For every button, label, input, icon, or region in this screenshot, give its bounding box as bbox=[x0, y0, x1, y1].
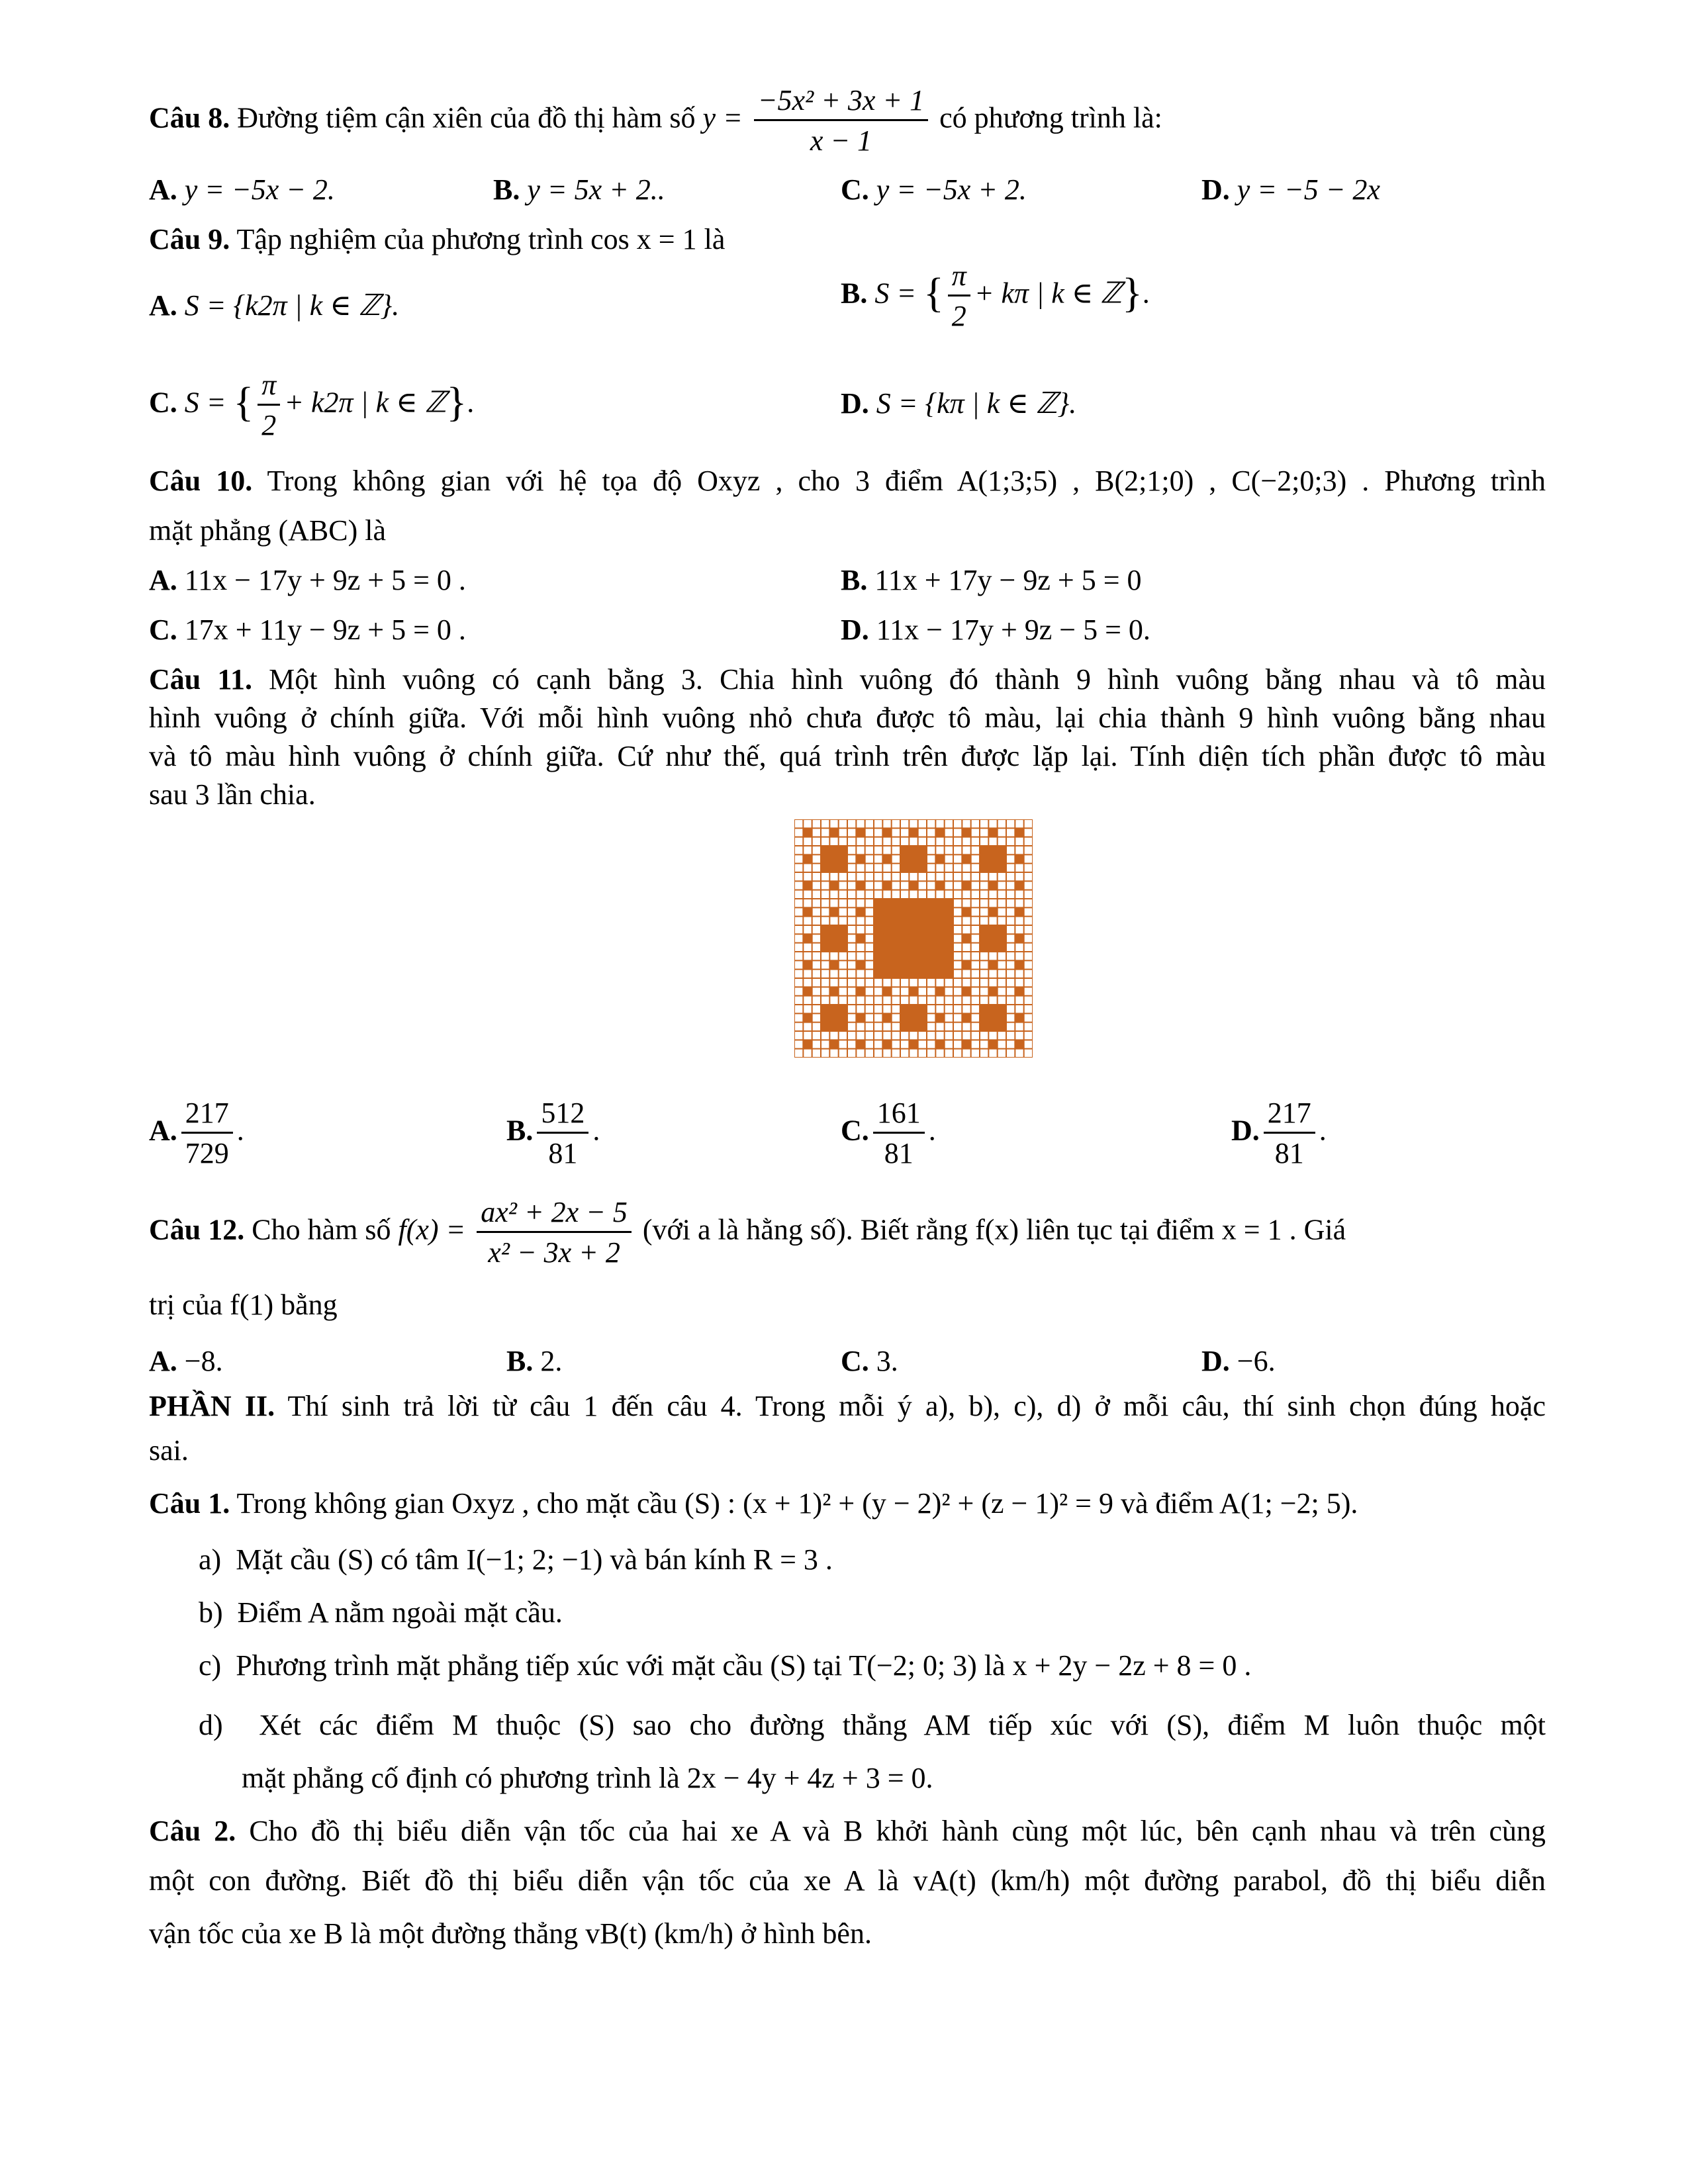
carpet-filled-square bbox=[803, 960, 812, 969]
q10-line1: Câu 10. Trong không gian với hệ tọa độ Oxyz , cho 3 điểm A(1;3;5) , B(2;1;0) , C(−2;0;3) . Phương trình bbox=[149, 465, 1546, 497]
q10-line2: mặt phẳng (ABC) là bbox=[149, 514, 387, 547]
carpet-filled-square bbox=[874, 899, 953, 978]
carpet-filled-square bbox=[803, 1013, 812, 1022]
carpet-filled-square bbox=[882, 828, 891, 837]
q11-line4: sau 3 lần chia. bbox=[149, 778, 316, 811]
p2q1-item-a[interactable]: a) Mặt cầu (S) có tâm I(−1; 2; −1) và bán kính R = 3 . bbox=[199, 1543, 833, 1576]
carpet-filled-square bbox=[962, 987, 970, 995]
carpet-filled-square bbox=[1015, 881, 1023, 889]
carpet-filled-square bbox=[882, 1013, 891, 1022]
carpet-filled-square bbox=[856, 934, 865, 942]
carpet-filled-square bbox=[935, 881, 944, 889]
carpet-filled-square bbox=[856, 881, 865, 889]
carpet-filled-square bbox=[1015, 960, 1023, 969]
carpet-filled-square bbox=[882, 1040, 891, 1048]
q8-fraction bbox=[754, 86, 928, 156]
q8-option-b[interactable]: B. y = 5x + 2.. bbox=[493, 173, 665, 206]
q11-option-b[interactable]: B. $\frac{512}{81}$ . bbox=[506, 1097, 600, 1169]
q8-line bbox=[149, 86, 1162, 156]
part2-line1: PHẦN II. Thí sinh trả lời từ câu 1 đến câu 4. Trong mỗi ý a), b), c), d) ở mỗi câu, thí sinh chọn đúng hoặc bbox=[149, 1390, 1546, 1422]
p2q1-item-d[interactable]: d) Xét các điểm M thuộc (S) sao cho đường thẳng AM tiếp xúc với (S), điểm M luôn thuộc một bbox=[199, 1709, 1546, 1741]
carpet-filled-square bbox=[980, 925, 1006, 952]
q8-denominator: x − 1 bbox=[810, 124, 872, 157]
carpet-filled-square bbox=[803, 1040, 812, 1048]
carpet-filled-square bbox=[980, 1005, 1006, 1031]
carpet-filled-square bbox=[856, 1040, 865, 1048]
q11-label: Câu 11. bbox=[149, 663, 252, 696]
q8-y-eq: y = bbox=[702, 101, 743, 134]
brace-close: } bbox=[1122, 269, 1143, 316]
carpet-filled-square bbox=[829, 907, 838, 916]
q9-option-b[interactable]: B. S = { $\frac{\pi}{2}$ + kπ | k ∈ ℤ}. bbox=[841, 259, 1150, 332]
carpet-filled-square bbox=[821, 925, 847, 952]
q12-fraction: $\frac{\text{ax² + 2x − 5}}{\text{x² − 3x + 2}}$ bbox=[477, 1198, 632, 1267]
carpet-filled-square bbox=[803, 907, 812, 916]
carpet-filled-square bbox=[988, 987, 997, 995]
q11-line2: hình vuông ở chính giữa. Với mỗi hình vuông nhỏ chưa được tô màu, lại chia thành 9 hình vuông bằng nhau bbox=[149, 702, 1546, 734]
q8-tail: có phương trình là: bbox=[939, 101, 1162, 134]
q11-line3: và tô màu hình vuông ở chính giữa. Cứ như thế, quá trình trên được lặp lại. Tính diện tích phần được tô màu bbox=[149, 740, 1546, 772]
carpet-filled-square bbox=[909, 1040, 917, 1048]
q8-numerator: −5x² + 3x + 1 bbox=[754, 86, 928, 121]
carpet-filled-square bbox=[856, 987, 865, 995]
q10-option-a[interactable]: A. 11x − 17y + 9z + 5 = 0 . bbox=[149, 564, 466, 596]
part2-line2: sai. bbox=[149, 1434, 189, 1467]
q12-option-a[interactable]: A. −8. bbox=[149, 1345, 223, 1377]
p2q1-item-b[interactable]: b) Điểm A nằm ngoài mặt cầu. bbox=[199, 1596, 563, 1629]
carpet-filled-square bbox=[962, 960, 970, 969]
carpet-filled-square bbox=[882, 987, 891, 995]
carpet-filled-square bbox=[1015, 854, 1023, 863]
carpet-filled-square bbox=[803, 934, 812, 942]
carpet-filled-square bbox=[935, 987, 944, 995]
carpet-filled-square bbox=[909, 881, 917, 889]
carpet-filled-square bbox=[882, 854, 891, 863]
q11-option-c[interactable]: C. $\frac{161}{81}$ . bbox=[841, 1097, 936, 1169]
q10-label: Câu 10. bbox=[149, 465, 253, 497]
p2q1-label: Câu 1. bbox=[149, 1487, 230, 1520]
carpet-filled-square bbox=[829, 881, 838, 889]
carpet-filled-square bbox=[962, 1040, 970, 1048]
carpet-filled-square bbox=[988, 828, 997, 837]
carpet-filled-square bbox=[980, 846, 1006, 872]
carpet-filled-square bbox=[856, 1013, 865, 1022]
p2q2-line2: một con đường. Biết đồ thị biểu diễn vận tốc của xe A là vA(t) (km/h) một đường parabol, đồ thị biểu diễn bbox=[149, 1864, 1546, 1897]
carpet-filled-square bbox=[856, 828, 865, 837]
q11-line1: Câu 11. Một hình vuông có cạnh bằng 3. Chia hình vuông đó thành 9 hình vuông bằng nhau và tô màu bbox=[149, 663, 1546, 696]
q12-option-b[interactable]: B. 2. bbox=[506, 1345, 563, 1377]
sierpinski-carpet-figure bbox=[794, 819, 1033, 1058]
carpet-filled-square bbox=[882, 881, 891, 889]
brace-open: { bbox=[923, 269, 944, 316]
q8-option-c[interactable]: C. y = −5x + 2. bbox=[841, 173, 1027, 206]
part2-label: PHẦN II. bbox=[149, 1390, 275, 1422]
carpet-filled-square bbox=[900, 1005, 927, 1031]
carpet-filled-square bbox=[1015, 907, 1023, 916]
carpet-filled-square bbox=[1015, 1040, 1023, 1048]
carpet-filled-square bbox=[1015, 1013, 1023, 1022]
q8-option-a[interactable]: A. y = −5x − 2. bbox=[149, 173, 335, 206]
carpet-filled-square bbox=[988, 907, 997, 916]
carpet-filled-square bbox=[1015, 828, 1023, 837]
q10-option-c[interactable]: C. 17x + 11y − 9z + 5 = 0 . bbox=[149, 614, 466, 646]
q11-option-d[interactable]: D. $\frac{217}{81}$ . bbox=[1231, 1097, 1327, 1169]
q12-option-d[interactable]: D. −6. bbox=[1201, 1345, 1276, 1377]
carpet-filled-square bbox=[829, 960, 838, 969]
carpet-filled-square bbox=[962, 907, 970, 916]
carpet-filled-square bbox=[803, 828, 812, 837]
q8-option-d[interactable]: D. y = −5 − 2x bbox=[1201, 173, 1380, 206]
q11-option-a[interactable]: A. $\frac{217}{729}$ . bbox=[149, 1097, 244, 1169]
carpet-filled-square bbox=[821, 1005, 847, 1031]
q8-label: Câu 8. bbox=[149, 101, 230, 134]
carpet-filled-square bbox=[935, 1013, 944, 1022]
carpet-filled-square bbox=[962, 881, 970, 889]
p2q1-item-d-cont: mặt phẳng cố định có phương trình là 2x − 4y + 4z + 3 = 0. bbox=[242, 1762, 933, 1794]
carpet-filled-square bbox=[856, 960, 865, 969]
carpet-filled-square bbox=[821, 846, 847, 872]
q9-option-c[interactable]: C. S = { $\frac{\pi}{2}$ + k2π | k ∈ ℤ}. bbox=[149, 369, 475, 441]
p2q2-line3: vận tốc của xe B là một đường thẳng vB(t) (km/h) ở hình bên. bbox=[149, 1917, 872, 1950]
carpet-filled-square bbox=[803, 854, 812, 863]
carpet-filled-square bbox=[962, 828, 970, 837]
carpet-filled-square bbox=[909, 987, 917, 995]
q12-line2: trị của f(1) bằng bbox=[149, 1289, 338, 1321]
q9-option-a[interactable]: A. S = {k2π | k ∈ ℤ}. bbox=[149, 289, 400, 322]
carpet-filled-square bbox=[935, 854, 944, 863]
carpet-filled-square bbox=[856, 854, 865, 863]
p2q2-label: Câu 2. bbox=[149, 1815, 236, 1847]
carpet-filled-square bbox=[988, 881, 997, 889]
q9-line bbox=[149, 225, 725, 254]
q12-label: Câu 12. bbox=[149, 1213, 245, 1246]
p2q1-item-c[interactable]: c) Phương trình mặt phẳng tiếp xúc với mặt cầu (S) tại T(−2; 0; 3) là x + 2y − 2z + 8 = 0 . bbox=[199, 1649, 1252, 1682]
carpet-filled-square bbox=[909, 828, 917, 837]
carpet-filled-square bbox=[829, 828, 838, 837]
brace-open: { bbox=[233, 378, 254, 426]
q9-label: Câu 9. bbox=[149, 223, 230, 255]
q9-option-d[interactable]: D. S = {kπ | k ∈ ℤ}. bbox=[841, 387, 1077, 420]
carpet-filled-square bbox=[962, 854, 970, 863]
carpet-filled-square bbox=[988, 960, 997, 969]
carpet-filled-square bbox=[829, 1040, 838, 1048]
carpet-filled-square bbox=[1015, 934, 1023, 942]
p2q2-line1: Câu 2. Cho đồ thị biểu diễn vận tốc của hai xe A và B khởi hành cùng một lúc, bên cạnh nhau và trên cùng bbox=[149, 1815, 1546, 1847]
carpet-filled-square bbox=[829, 987, 838, 995]
carpet-filled-square bbox=[803, 881, 812, 889]
q8-text: Đường tiệm cận xiên của đồ thị hàm số bbox=[237, 101, 696, 134]
q10-option-d[interactable]: D. 11x − 17y + 9z − 5 = 0. bbox=[841, 614, 1150, 646]
carpet-filled-square bbox=[900, 846, 927, 872]
carpet-filled-square bbox=[962, 1013, 970, 1022]
q9-text: Tập nghiệm của phương trình cos x = 1 là bbox=[236, 223, 726, 255]
q12-line1: Câu 12. Cho hàm số f(x) = $\frac{\text{ax² + 2x − 5}}{\text{x² − 3x + 2}}$ (với a là hằng số). Biết rằng f(x) liên tục tại điểm x = 1 . Giá bbox=[149, 1196, 1346, 1269]
p2q1-line: Câu 1. Trong không gian Oxyz , cho mặt cầu (S) : (x + 1)² + (y − 2)² + (z − 1)² = 9 và điểm A(1; −2; 5). bbox=[149, 1487, 1358, 1520]
carpet-filled-square bbox=[935, 828, 944, 837]
carpet-filled-square bbox=[988, 1040, 997, 1048]
carpet-filled-square bbox=[803, 987, 812, 995]
brace-close: } bbox=[446, 378, 467, 426]
carpet-filled-square bbox=[1015, 987, 1023, 995]
carpet-filled-square bbox=[935, 1040, 944, 1048]
carpet-filled-square bbox=[856, 907, 865, 916]
carpet-filled-square bbox=[962, 934, 970, 942]
q12-option-c[interactable]: C. 3. bbox=[841, 1345, 898, 1377]
q10-option-b[interactable]: B. 11x + 17y − 9z + 5 = 0 bbox=[841, 564, 1142, 596]
